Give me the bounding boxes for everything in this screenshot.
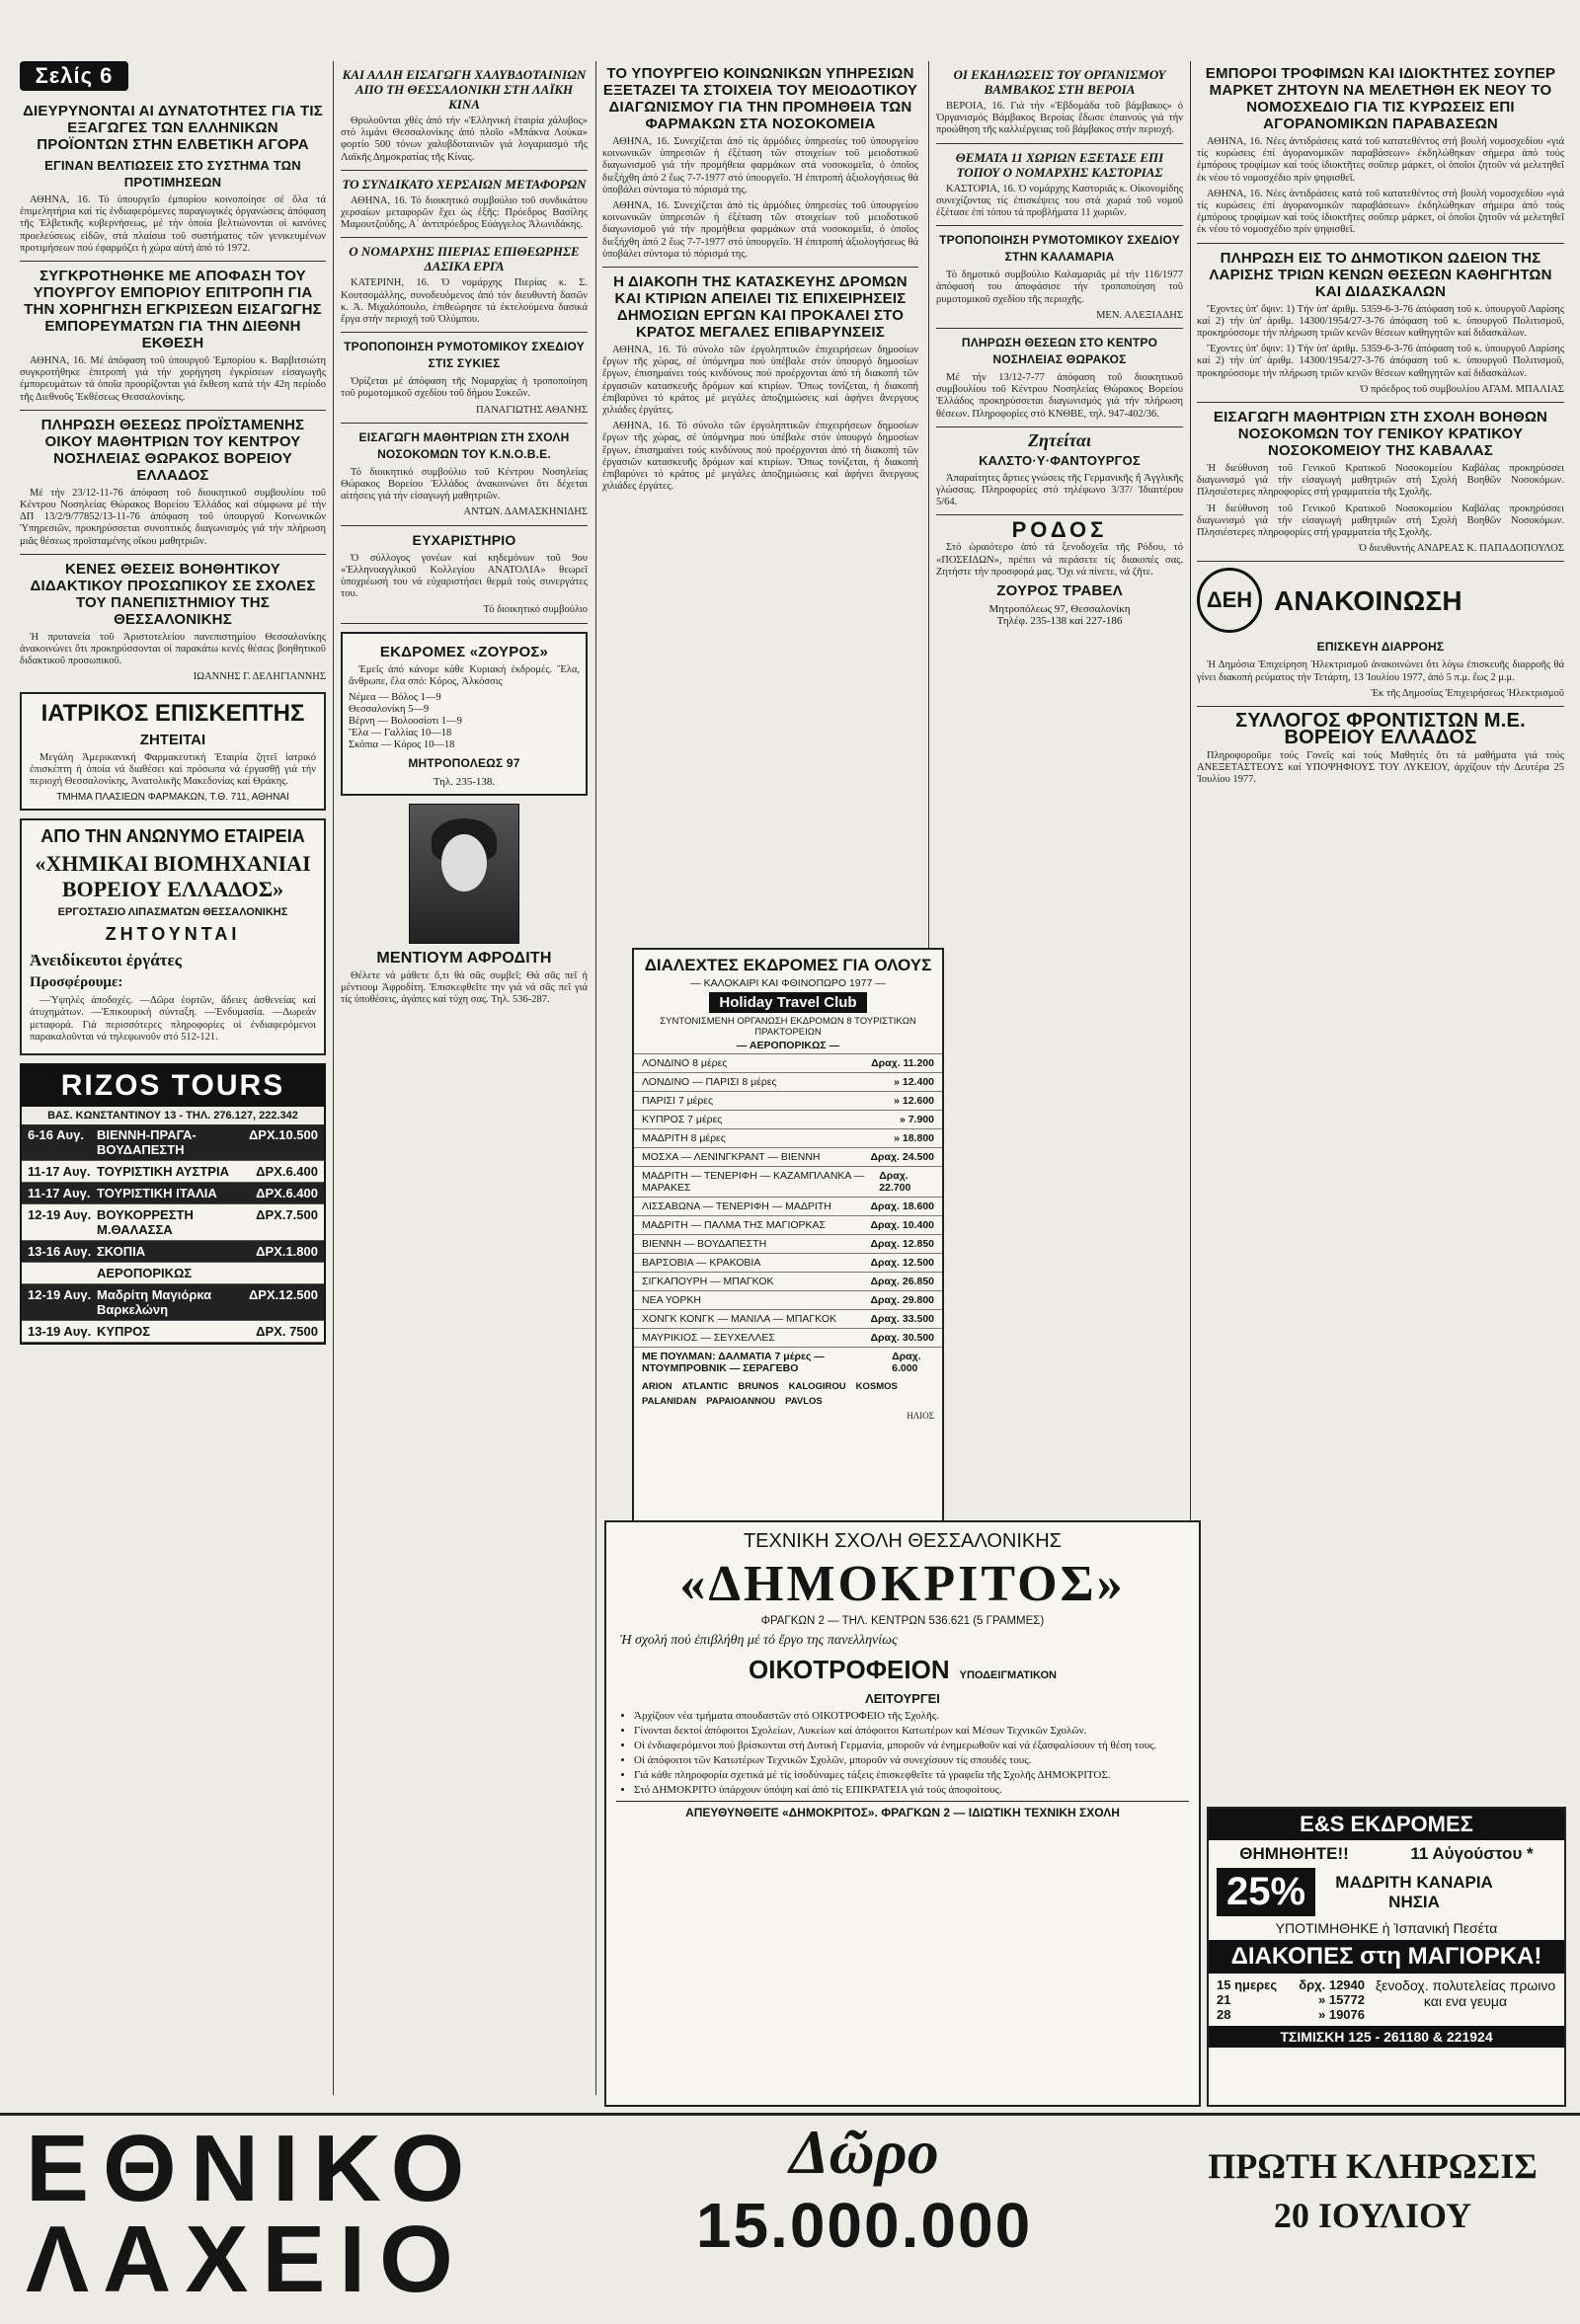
page-number-masthead: Σελίς 6 [20, 61, 128, 91]
article-body: ΑΘΗΝΑ, 16. Νέες ἀντιδράσεις κατά τοῦ κατατεθέντος στή βουλή νομοσχεδίου «γιά τίς κυρώσεις ἐπί ἀγορανομικῶν παραβάσεων» ἐκδηλώθηκαν σήμερα ἀπό τούς ἐμπόρους τροφίμων καί τούς ἰδιοκτῆτες σοῦπερ μάρκετ, οἱ ὁποῖοι ζητοῦν νά μελετηθεῖ ἐκ νέου τό νομοσχέδιο πρίν ψηφισθεῖ. [1197, 136, 1564, 184]
article-signature: ΠΑΝΑΓΙΩΤΗΣ ΑΘΑΝΗΣ [476, 404, 588, 416]
ad-line: ΑΠΟ ΤΗΝ ΑΝΩΝΥΜΟ ΕΤΑΙΡΕΙΑ [40, 826, 305, 847]
article-body: Ἡ διεύθυνση τοῦ Γενικοῦ Κρατικοῦ Νοσοκομείου Καβάλας προκηρύσσει διαγωνισμό γιά τήν εἰσαγωγή μαθητριῶν στή Σχολή Βοηθῶν Νοσοκόμων. Πλησιέστερες πληροφορίες στή γραμματεία τῆς Σχολῆς. [1197, 463, 1564, 499]
agent-name: KOSMOS [855, 1381, 898, 1392]
tour-name: ΒΑΡΣΟΒΙΑ — ΚΡΑΚΟΒΙΑ [642, 1257, 761, 1269]
column-2 [341, 61, 588, 2103]
article-headline: ΔΙΕΥΡΥΝΟΝΤΑΙ ΑΙ ΔΥΝΑΤΟΤΗΤΕΣ ΓΙΑ ΤΙΣ ΕΞΑΓΩΓΕΣ ΤΩΝ ΕΛΛΗΝΙΚΩΝ ΠΡΟΪΟΝΤΩΝ ΣΤΗΝ ΕΛΒΕΤΙΚΗ ΑΓΟΡΑ [23, 103, 323, 153]
tour-row [634, 1166, 942, 1197]
holiday-travel-club-ad [632, 948, 944, 1524]
article-headline: ΣΥΓΚΡΟΤΗΘΗΚΕ ΜΕ ΑΠΟΦΑΣΗ ΤΟΥ ΥΠΟΥΡΓΟΥ ΕΜΠΟΡΙΟΥ ΕΠΙΤΡΟΠΗ ΓΙΑ ΤΗΝ ΧΟΡΗΓΗΣΗ ΕΓΚΡΙΣΕΩΝ ΕΙΣΑΓΩΓΗΣ ΕΜΠΟΡΕΥΜΑΤΩΝ ΓΙΑ ΤΗΝ ΔΙΕΘΝΗ ΕΚΘΕΣΗ [24, 268, 322, 352]
article-headline: ΕΙΣΑΓΩΓΗ ΜΑΘΗΤΡΙΩΝ ΣΤΗ ΣΧΟΛΗ ΒΟΗΘΩΝ ΝΟΣΟΚΟΜΩΝ ΤΟΥ ΓΕΝΙΚΟΥ ΚΡΑΤΙΚΟΥ ΝΟΣΟΚΟΜΕΙΟΥ ΤΗΣ ΚΑΒΑΛΑΣ [1213, 409, 1548, 460]
ad-heading-sub: ΥΠΟΔΕΙΓΜΑΤΙΚΟΝ [959, 1669, 1057, 1681]
dei-logo-icon: ΔΕΗ [1197, 568, 1262, 633]
ad-heading: ΟΙΚΟΤΡΟΦΕΙΟΝ [749, 1655, 950, 1684]
tour-dates: 11-17 Αυγ. [28, 1186, 91, 1201]
tour-dates: 6-16 Αυγ. [28, 1127, 84, 1143]
draw-label: ΠΡΩΤΗ ΚΛΗΡΩΣΙΣ [1208, 2146, 1538, 2186]
tour-row [22, 1284, 324, 1321]
article-body: ΑΘΗΝΑ, 16. Νέες ἀντιδράσεις κατά τοῦ κατατεθέντος στή βουλή νομοσχεδίου «γιά τίς κυρώσεις ἐπί ἀγορανομικῶν παραβάσεων» ἐκδηλώθηκαν σήμερα ἀπό τούς ἐμπόρους τροφίμων καί τούς ἰδιοκτῆτες σοῦπερ μάρκετ, οἱ ὁποῖοι ζητοῦν νά μελετηθεῖ ἐκ νέου τό νομοσχέδιο πρίν ψηφισθεῖ. [1197, 188, 1564, 236]
tour-name: ΝΕΑ ΥΟΡΚΗ [642, 1294, 701, 1306]
article-body: Ἔχοντες ὑπ' ὄψιν: 1) Τήν ὑπ' ἀριθμ. 5359-6-3-76 ἀπόφαση τοῦ κ. ὑπουργοῦ Λαρίσης καί 2) τήν ὑπ' ἀριθμ. 14300/1954/27-3-76 ἀπόφαση τοῦ κ. ὑπουργοῦ Πολιτισμοῦ, προκηρύσσομε τήν πλήρωση τριῶν κενῶν θέσεων καθηγητῶν καί διδασκάλων. [1197, 344, 1564, 379]
ad-note: ξενοδοχ. πολυτελείας πρωινο και ενα γευμα [1375, 1977, 1556, 2009]
tour-price: » 18.800 [894, 1132, 934, 1144]
tour-row [634, 1253, 942, 1272]
tour-price: Δραχ. 11.200 [871, 1057, 934, 1069]
tour-name: ΣΚΟΠΙΑ [97, 1244, 146, 1260]
tour-name: ΒΙΕΝΝΗ — ΒΟΥΔΑΠΕΣΤΗ [642, 1238, 767, 1250]
ad-phone: Τηλ. 235-138. [433, 776, 496, 789]
ad-subtitle: ΖΗΤΕΙΤΑΙ [139, 731, 206, 748]
tour-price: Δραχ. 33.500 [870, 1313, 934, 1325]
tour-dates: 12-19 Αυγ. [28, 1207, 92, 1223]
destination-list [349, 692, 580, 751]
tour-row [634, 1110, 942, 1128]
ad-body: —Ὑψηλές ἀποδοχές. —Δῶρα ἑορτῶν, ἄδειες ἀσθενείας καί ἀτυχημάτων. —Ἐπικουρική σύνταξη. —Ἐνδυμασία. —Δωρεάν μεταφορά. Γιά περισσότερες πληροφορίες οἱ ἐνδιαφερόμενοι παρακαλοῦνται νά τηλεφωνοῦν στό 512-121. [30, 995, 316, 1043]
ad-title: ΙΑΤΡΙΚΟΣ ΕΠΙΣΚΕΠΤΗΣ [40, 699, 305, 727]
article-headline: Η ΔΙΑΚΟΠΗ ΤΗΣ ΚΑΤΑΣΚΕΥΗΣ ΔΡΟΜΩΝ ΚΑΙ ΚΤΙΡΙΩΝ ΑΠΕΙΛΕΙ ΤΙΣ ΕΠΙΧΕΙΡΗΣΕΙΣ ΔΗΜΟΣΙΩΝ ΕΡΓΩΝ ΚΑΙ ΠΡΟΚΑΛΕΙ ΣΤΟ ΚΡΑΤΟΣ ΜΕΓΑΛΕΣ ΕΠΙΒΑΡΥΝΣΕΙΣ [613, 273, 908, 342]
tour-row [634, 1147, 942, 1166]
announcement-title: ΑΝΑΚΟΙΝΩΣΗ [1274, 584, 1462, 616]
bullet-item: • Γίνονται δεκτοί ἀπόφοιτοι Σχολείων, Λυκείων καί ἀπόφοιτοι Κατωτέρων καί Μέσων Τεχνικῶν Σχολῶν. [634, 1725, 1181, 1738]
column-3 [602, 61, 918, 940]
ad-body: Θέλετε νά μάθετε ὅ,τι θά σᾶς συμβεῖ; Θά σᾶς πεῖ ἡ μέντιουμ Ἀφροδίτη. Ἐπισκεφθεῖτε την γιά νά σᾶς πεῖ γιά τίς ὑποθέσεις, ἀγάπες καί τύχη σας. Τηλ. 536-287. [341, 970, 588, 1006]
tour-row [634, 1309, 942, 1328]
article-body: Ὁ σύλλογος γονέων καί κηδεμόνων τοῦ 9ου «Ἑλληνοαγγλικοῦ Κολλεγίου ΑΝΑΤΟΛΙΑ» θεωρεῖ ὑποχρέωσή του νά εὐχαριστήσει θερμά τούς συνεργάτες του. [341, 552, 588, 600]
discount-badge: 25% [1217, 1868, 1315, 1916]
tour-price: ΔΡΧ.12.500 [248, 1287, 318, 1303]
tour-row [634, 1072, 942, 1091]
rizos-tours-ad [20, 1063, 326, 1345]
prize-amount: 15.000.000 [695, 2190, 1033, 2261]
article-headline: ΕΥΧΑΡΙΣΤΗΡΙΟ [412, 531, 516, 548]
ad-title: Ζητείται [1028, 429, 1091, 450]
tour-row [22, 1183, 324, 1204]
ad-note: ΣΥΝΤΟΝΙΣΜΕΝΗ ΟΡΓΑΝΩΣΗ ΕΚΔΡΟΜΩΝ 8 ΤΟΥΡΙΣΤΙΚΩΝ ΠΡΑΚΤΟΡΕΙΩΝ [660, 1016, 916, 1038]
article-headline: ΕΙΣΑΓΩΓΗ ΜΑΘΗΤΡΙΩΝ ΣΤΗ ΣΧΟΛΗ ΝΟΣΟΚΟΜΩΝ ΤΟΥ Κ.Ν.Ο.Β.Ε. [358, 429, 570, 461]
article-signature: Ὁ διευθυντής ΑΝΔΡΕΑΣ Κ. ΠΑΠΑΔΟΠΟΥΛΟΣ [1358, 543, 1564, 555]
price-list [1217, 1977, 1365, 2022]
ad-address: ΦΡΑΓΚΩΝ 2 — ΤΗΛ. ΚΕΝΤΡΩΝ 536.621 (5 ΓΡΑΜΜΕΣ) [760, 1615, 1045, 1627]
tour-name: ΜΟΣΧΑ — ΛΕΝΙΝΓΚΡΑΝΤ — ΒΙΕΝΝΗ [642, 1151, 821, 1163]
announcement-header [1197, 568, 1564, 633]
tour-name: ΛΟΝΔΙΝΟ — ΠΑΡΙΣΙ 8 μέρες [642, 1076, 777, 1088]
tour-row [634, 1053, 942, 1072]
announcement-body: Ἡ Δημόσια Ἐπιχείρηση Ἠλεκτρισμοῦ ἀνακοινώνει ὅτι λόγω ἐπισκευῆς διαρροῆς θά γίνει διακοπή ρεύματος τήν Τετάρτη, 13 Ἰουλίου 1977, ἀπό 5 π.μ. ἕως 2 μ.μ. [1197, 659, 1564, 683]
association-body: Πληροφοροῦμε τούς Γονεῖς καί τούς Μαθητές ὅτι τά μαθήματα γιά τούς ΑΝΕΞΕΤΑΣΤΕΟΥΣ καί ΥΠΟΨΗΦΙΟΥΣ ΤΟΥ ΛΥΚΕΙΟΥ, ἀρχίζουν τήν Δευτέρα 25 Ἰουλίου 1977. [1197, 750, 1564, 786]
price-days: 21 [1217, 1992, 1231, 2007]
article-headline: ΠΛΗΡΩΣΗ ΘΕΣΕΩΣ ΠΡΟΪΣΤΑΜΕΝΗΣ ΟΙΚΟΥ ΜΑΘΗΤΡΙΩΝ ΤΟΥ ΚΕΝΤΡΟΥ ΝΟΣΗΛΕΙΑΣ ΘΩΡΑΚΟΣ ΒΟΡΕΙΟΥ ΕΛΛΑΔΟΣ [40, 416, 305, 484]
ad-line: Προσφέρουμε: [30, 974, 123, 991]
ad-title: E&S ΕΚΔΡΟΜΕΣ [1209, 1809, 1564, 1840]
agent-name: ATLANTIC [681, 1381, 729, 1392]
destination-item: Νέμεα — Βόλος 1—9 [349, 692, 441, 704]
tour-name: ΚΥΠΡΟΣ 7 μέρες [642, 1114, 723, 1125]
tour-price: ΔΡΧ. 7500 [256, 1324, 318, 1340]
tour-price: ΔΡΧ.6.400 [256, 1186, 318, 1201]
tour-row [634, 1272, 942, 1290]
lottery-draw [1195, 2145, 1550, 2236]
tour-row [22, 1124, 324, 1161]
article-headline: ΠΛΗΡΩΣΗ ΕΙΣ ΤΟ ΔΗΜΟΤΙΚΟΝ ΩΔΕΙΟΝ ΤΗΣ ΛΑΡΙΣΗΣ ΤΡΙΩΝ ΚΕΝΩΝ ΘΕΣΕΩΝ ΚΑΘΗΓΗΤΩΝ ΚΑΙ ΔΙΔΑΣΚΑΛΩΝ [1209, 249, 1552, 300]
article-body: ΒΕΡΟΙΑ, 16. Γιά τήν «Ἑβδομάδα τοῦ βάμβακος» ὁ Ὀργανισμός Βάμβακος Βεροίας ἔδωσε ἐπαινούς γιά τήν προώθηση τῆς καλλιέργειας τοῦ βάμβακος στήν περιοχή. [936, 101, 1183, 136]
article-signature: Τό διοικητικό συμβούλιο [483, 604, 588, 616]
classified-ad-chemical-industries [20, 818, 326, 1055]
ad-company: «ΧΗΜΙΚΑΙ ΒΙΟΜΗΧΑΝΙΑΙ ΒΟΡΕΙΟΥ ΕΛΛΑΔΟΣ» [35, 851, 311, 902]
tour-price: Δραχ. 24.500 [870, 1151, 934, 1163]
draw-date: 20 ΙΟΥΛΙΟΥ [1273, 2196, 1472, 2235]
agent-name: PAVLOS [785, 1396, 823, 1407]
tour-name: ΤΟΥΡΙΣΤΙΚΗ ΙΤΑΛΙΑ [97, 1186, 217, 1201]
ad-banner: ΔΙΑΚΟΠΕΣ στη ΜΑΓΙΟΡΚΑ! [1209, 1940, 1564, 1974]
ad-title: ΤΕΧΝΙΚΗ ΣΧΟΛΗ ΘΕΣΣΑΛΟΝΙΚΗΣ [743, 1530, 1063, 1552]
article-headline: ΘΕΜΑΤΑ 11 ΧΩΡΙΩΝ ΕΞΕΤΑΣΕ ΕΠΙ ΤΟΠΟΥ Ο ΝΟΜΑΡΧΗΣ ΚΑΣΤΟΡΙΑΣ [955, 149, 1164, 180]
tour-row [634, 1328, 942, 1347]
price-value: » 19076 [1318, 2007, 1365, 2022]
ad-bullet-list [634, 1710, 1181, 1797]
article-headline: ΚΑΙ ΑΛΛΗ ΕΙΣΑΓΩΓΗ ΧΑΛΥΒΔΟΤΑΙΝΙΩΝ ΑΠΟ ΤΗ ΘΕΣΣΑΛΟΝΙΚΗ ΣΤΗ ΛΑΪΚΗ ΚΙΝΑ [342, 67, 587, 112]
article-body: Τό διοικητικό συμβούλιο τοῦ Κέντρου Νοσηλείας Θώρακος Βορείου Ἑλλάδος ἀνακοινώνει ὅτι δέχεται αἰτήσεις γιά τήν εἰσαγωγή μαθητριῶν. [341, 466, 588, 503]
tour-row [634, 1197, 942, 1215]
lottery-name: ΕΘΝΙΚΟ ΛΑΧΕΙΟ [26, 2116, 479, 2312]
bus-tour: ΜΕ ΠΟΥΛΜΑΝ: ΔΑΛΜΑΤΙΑ 7 μέρες — ΝΤΟΥΜΠΡΟΒΝΙΚ — ΣΕΡΑΓΕΒΟ Δραχ. 6.000 [634, 1347, 942, 1377]
article-headline: Ο ΝΟΜΑΡΧΗΣ ΠΙΕΡΙΑΣ ΕΠΙΘΕΩΡΗΣΕ ΔΑΣΙΚΑ ΕΡΓΑ [349, 244, 580, 274]
ad-body: Μεγάλη Ἀμερικανική Φαρμακευτική Ἑταιρία ζητεῖ ἰατρικό ἐπισκέπτη ἡ ὁποία νά διαθέσει καί πρόσωπα νά ἐργασθῇ γιά τήν περιοχή Θεσσαλονίκης, Ἀνατολικῆς Μακεδονίας καί Θράκης. [30, 751, 316, 788]
article-headline: ΕΜΠΟΡΟΙ ΤΡΟΦΙΜΩΝ ΚΑΙ ΙΔΙΟΚΤΗΤΕΣ ΣΟΥΠΕΡ ΜΑΡΚΕΤ ΖΗΤΟΥΝ ΝΑ ΜΕΛΕΤΗΘΗ ΕΚ ΝΕΟΥ ΤΟ ΝΟΜΟΣΧΕΔΙΟ ΓΙΑ ΤΙΣ ΚΥΡΩΣΕΙΣ ΕΠΙ ΑΓΟΡΑΝΟΜΙΚΩΝ ΠΑΡΑΒΑΣΕΩΝ [1205, 65, 1556, 132]
announcement-signature: Ἐκ τῆς Δημοσίας Ἐπιχειρήσεως Ἠλεκτρισμοῦ [1371, 687, 1564, 699]
ad-title: ΡΟΔΟΣ [1011, 517, 1108, 543]
column-1 [20, 99, 326, 2103]
article-signature: ΙΩΑΝΝΗΣ Γ. ΔΕΛΗΓΙΑΝΝΗΣ [193, 671, 326, 683]
tour-name: ΤΟΥΡΙΣΤΙΚΗ ΑΥΣΤΡΙΑ [97, 1164, 229, 1180]
agent-name: KALOGIROU [788, 1381, 846, 1392]
ad-title: ΔΙΑΛΕΧΤΕΣ ΕΚΔΡΟΜΕΣ ΓΙΑ ΟΛΟΥΣ [644, 956, 932, 974]
article-headline: ΠΛΗΡΩΣΗ ΘΕΣΕΩΝ ΣΤΟ ΚΕΝΤΡΟ ΝΟΣΗΛΕΙΑΣ ΘΩΡΑΚΟΣ [961, 336, 1158, 367]
tour-list [634, 1053, 942, 1347]
tour-name: ΧΟΝΓΚ ΚΟΝΓΚ — ΜΑΝΙΛΑ — ΜΠΑΓΚΟΚ [642, 1313, 836, 1325]
tour-name: ΜΑΔΡΙΤΗ 8 μέρες [642, 1132, 726, 1144]
tour-price: » 7.900 [899, 1114, 934, 1125]
tour-dates: 12-19 Αυγ. [28, 1287, 92, 1303]
tour-price: » 12.600 [894, 1095, 934, 1107]
column-4 [936, 61, 1183, 1503]
destination-item: Ἔλα — Γαλλίας 10—18 [349, 728, 452, 739]
es-excursions-ad [1207, 1807, 1566, 2107]
article-body: Θρυλοῦνται χθές ἀπό τήν «Ἑλληνική ἑταιρία χάλυβος» στό λιμάνι Θεσσαλονίκης ἀπό πλοῖο «Μπάκνα Λούκα» φορτίο 500 τόνων χαλυβδοταινιῶν γιά λογαριασμό τῆς Λαϊκῆς Δημοκρατίας τῆς Κίνας. [341, 116, 588, 163]
zouros-excursions-ad [341, 632, 588, 796]
tour-row [634, 1128, 942, 1147]
ad-slogan: Ἡ σχολή πού ἐπιβλήθη μέ τό ἔργο της πανελληνίως [620, 1633, 898, 1648]
article-body: ΑΘΗΝΑ, 16. Συνεχίζεται ἀπό τίς ἁρμόδιες ὑπηρεσίες τοῦ ὑπουργείου κοινωνικῶν ὑπηρεσιῶν ἡ ἐξέταση τῶν στοιχείων τοῦ μειοδοτικοῦ διαγωνισμοῦ γιά τήν προμήθεια φαρμάκων στά νοσοκομεῖα, ὁ ὁποῖος διεξήχθη ἀπό 2 ἕως 7-7-1977 στό ὑπουργεῖο. Ἡ ἐπιτροπή ἀξιολογήσεως θά ὑποβάλει σύντομα τό πόρισμά της. [602, 136, 918, 195]
tour-name: ΜΑΔΡΙΤΗ — ΠΑΛΜΑ ΤΗΣ ΜΑΓΙΟΡΚΑΣ [642, 1219, 827, 1231]
tour-name: ΜΑΔΡΙΤΗ — ΤΕΝΕΡΙΦΗ — ΚΑΖΑΜΠΛΑΝΚΑ — ΜΑΡΑΚΕΣ [642, 1170, 865, 1194]
price-row [1217, 1977, 1365, 1992]
article-body: ΑΘΗΝΑ, 16. Τό σύνολο τῶν ἐργοληπτικῶν ἐπιχειρήσεων δημοσίων ἔργων τῆς χώρας, σέ ὑπόμνημα πού ὑπέβαλε στόν ὑπουργό δημοσίων ἔργων, ἐπισημαίνει τούς κινδύνους πού προέρχονται ἀπό τή διακοπή τῶν ἐργασιῶν κατασκευῆς δρόμων καί κτιρίων. Ὅπως τονίζεται, ἡ διακοπή ἐπιβαρύνει τό κράτος μέ μεγάλες ἀποζημιώσεις καί ἀφήνει ἄνεργους χιλιάδες ἐργάτες. [602, 345, 918, 417]
ad-note: ΥΠΟΤΙΜΗΘΗΚΕ ἡ Ἰσπανική Πεσέτα [1275, 1920, 1498, 1936]
article-body: ΚΑΣΤΟΡΙΑ, 16. Ὁ νομάρχης Καστοριᾶς κ. Οἰκονομίδης συνεχίζοντας τίς ἐπισκέψεις του στά χωριά τοῦ νομοῦ ἐξέτασε ἐπί τόπου τά προβλήματα 11 χωριῶν. [936, 183, 1183, 219]
ad-address: ΤΣΙΜΙΣΚΗ 125 - 261180 & 221924 [1209, 2026, 1564, 2048]
ad-body: Ἐμεῖς ἀπό κάνομε κάθε Κυριακή ἐκδρομές. Ἔλα, ἄνθρωπε, ἔλα σπό: Κόρος, Ἁλκόσσις [349, 663, 580, 687]
ad-address: ΒΑΣ. ΚΩΝΣΤΑΝΤΙΝΟΥ 13 - ΤΗΛ. 276.127, 222.342 [47, 1110, 298, 1123]
article-headline: ΟΙ ΕΚΔΗΛΩΣΕΙΣ ΤΟΥ ΟΡΓΑΝΙΣΜΟΥ ΒΑΜΒΑΚΟΣ ΣΤΗ ΒΕΡΟΙΑ [953, 67, 1166, 97]
tour-price: Δραχ. 30.500 [870, 1332, 934, 1344]
tour-price: » 12.400 [894, 1076, 934, 1088]
article-signature: ΑΝΤΩΝ. ΔΑΜΑΣΚΗΝΙΔΗΣ [463, 506, 588, 518]
article-headline: ΤΟ ΣΥΝΔΙΚΑΤΟ ΧΕΡΣΑΙΩΝ ΜΕΤΑΦΟΡΩΝ [342, 176, 587, 192]
tour-price: Δραχ. 10.400 [870, 1219, 934, 1231]
tour-dates [28, 1266, 97, 1280]
price-value: » 15772 [1318, 1992, 1365, 2007]
destination-item: Θεσσαλονίκη 5—9 [349, 704, 430, 716]
tour-name: ΜΑΥΡΙΚΙΟΣ — ΣΕΥΧΕΛΛΕΣ [642, 1332, 775, 1344]
tour-price: Δραχ. 12.500 [870, 1257, 934, 1269]
article-headline: ΤΟ ΥΠΟΥΡΓΕΙΟ ΚΟΙΝΩΝΙΚΩΝ ΥΠΗΡΕΣΙΩΝ ΕΞΕΤΑΖΕΙ ΤΑ ΣΤΟΙΧΕΙΑ ΤΟΥ ΜΕΙΟΔΟΤΙΚΟΥ ΔΙΑΓΩΝΙΣΜΟΥ ΓΙΑ ΤΗΝ ΠΡΟΜΗΘΕΙΑ ΤΩΝ ΦΑΡΜΑΚΩΝ ΣΤΑ ΝΟΣΟΚΟΜΕΙΑ [602, 65, 918, 132]
article-body: Μέ τήν 13/12-7-77 ἀπόφαση τοῦ διοικητικοῦ συμβουλίου τοῦ Κέντρου Νοσηλείας Θώρακος Βορείου Ἑλλάδος προκηρύσσεται διαγωνισμός γιά τήν πλήρωση θέσεων. Πληροφορίες στό ΚΝΘΒΕ, τηλ. 947-402/36. [936, 372, 1183, 420]
ad-line: ΘΗΜΗΘΗΤΕ!! [1239, 1844, 1349, 1863]
ad-brand: Holiday Travel Club [709, 992, 866, 1013]
tour-row [634, 1215, 942, 1234]
article-headline: ΚΕΝΕΣ ΘΕΣΕΙΣ ΒΟΗΘΗΤΙΚΟΥ ΔΙΔΑΚΤΙΚΟΥ ΠΡΟΣΩΠΙΚΟΥ ΣΕ ΣΧΟΛΕΣ ΤΟΥ ΠΑΝΕΠΙΣΤΗΜΙΟΥ ΤΗΣ ΘΕΣΣΑΛΟΝΙΚΗΣ [30, 560, 316, 628]
ad-subtitle: ΚΑΛΣΤΟ·Υ·ΦΑΝΤΟΥΡΓΟΣ [979, 452, 1141, 468]
agent-name: PALANIDAN [642, 1396, 697, 1407]
article-body: ΑΘΗΝΑ, 16. Τό διοικητικό συμβούλιο τοῦ συνδικάτου χερσαίων μεταφορῶν ἔχει ὡς ἑξῆς: Πρόεδρος Βασίλης Μαμουτζούδης, Α΄ ἀντιπρόεδρος Εὐάγγελος Ἀλωνιδάκης. [341, 194, 588, 231]
article-body: ΑΘΗΝΑ, 16. Τό σύνολο τῶν ἐργοληπτικῶν ἐπιχειρήσεων δημοσίων ἔργων τῆς χώρας, σέ ὑπόμνημα πού ὑπέβαλε στόν ὑπουργό δημοσίων ἔργων, ἐπισημαίνει τούς κινδύνους πού προέρχονται ἀπό τή διακοπή τῶν ἐργασιῶν κατασκευῆς δρόμων καί κτιρίων. Ὅπως τονίζεται, ἡ διακοπή ἐπιβαρύνει τό κράτος μέ μεγάλες ἀποζημιώσεις καί ἀφήνει ἄνεργους χιλιάδες ἐργάτες. [602, 421, 918, 493]
tour-row [22, 1161, 324, 1183]
ad-subtitle: — ΚΑΛΟΚΑΙΡΙ ΚΑΙ ΦΘΙΝΟΠΩΡΟ 1977 — [690, 977, 886, 989]
tour-name: ΛΙΣΣΑΒΩΝΑ — ΤΕΝΕΡΙΦΗ — ΜΑΔΡΙΤΗ [642, 1201, 831, 1212]
ad-line: ΕΡΓΟΣΤΑΣΙΟ ΛΙΠΑΣΜΑΤΩΝ ΘΕΣΣΑΛΟΝΙΚΗΣ [57, 906, 288, 919]
tour-name: ΒΙΕΝΝΗ-ΠΡΑΓΑ-ΒΟΥΔΑΠΕΣΤΗ [97, 1127, 197, 1158]
price-row [1217, 2007, 1365, 2022]
article-body: ΑΘΗΝΑ, 16. Μέ ἀπόφαση τοῦ ὑπουργοῦ Ἐμπορίου κ. Βαρβιτσιώτη συγκροτήθηκε ἐπιτροπή γιά τήν χορήγηση ἐγκρίσεων εἰσαγωγῆς ἐμπορευμάτων τά ὁποῖα προορίζονται γιά ἔκθεση κατά τήν 42η περίοδο τῆς Διεθνοῦς Ἐκθέσεως Θεσσαλονίκης. [20, 355, 326, 403]
ad-line: ΖΗΤΟΥΝΤΑΙ [105, 924, 241, 945]
ad-title: ΕΚΔΡΟΜΕΣ «ΖΟΥΡΟΣ» [379, 643, 549, 660]
tour-price: Δραχ. 22.700 [879, 1170, 911, 1194]
destination-item: Σκόπια — Κόρος 10—18 [349, 739, 455, 751]
tour-price: Δραχ. 29.800 [870, 1294, 934, 1306]
tour-price: ΔΡΧ.7.500 [256, 1207, 318, 1223]
article-body: ΑΘΗΝΑ, 16. Τό ὑπουργεῖο ἐμπορίου κοινοποίησε σέ ὅλα τά ἐπιμελητήρια καί τίς ἐνδιαφερόμενες παραγωγικές ὀργανώσεις ἀπόφαση τῆς Ἐλβετικῆς κυβερνήσεως, μέ τήν ὁποία βελτιώνονται οἱ κανόνες προελεύσεως εἰδῶν, στά πλαίσια τοῦ συστήματος τῶν γενικευμένων προτιμήσεων πού ἐφαρμόζει ἡ χώρα αὐτή ἀπό τό 1972. [20, 194, 326, 254]
tour-row [634, 1091, 942, 1110]
lottery-prize [632, 2116, 1096, 2262]
article-body: Ἡ πρυτανεία τοῦ Ἀριστοτελείου πανεπιστημίου Θεσσαλονίκης ἀνακοινώνει ὅτι προκηρύσσονται οἱ παρακάτω κενές θέσεις βοηθητικοῦ διδακτικοῦ προσωπικοῦ. [20, 631, 326, 667]
article-body: ΚΑΤΕΡΙΝΗ, 16. Ὁ νομάρχης Πιερίας κ. Σ. Κουτσομάλλης, συνοδευόμενος ἀπό τόν διευθυντή δασῶν κ. Ἀ. Μιχαλόπουλο, ἐπιθεώρησε τά ἐκτελούμενα δασικά ἔργα στήν περιοχή τοῦ Ὀλύμπου. [341, 277, 588, 326]
demokritos-school-ad [604, 1520, 1201, 2107]
agent-name: PAPAIOANNOU [706, 1396, 776, 1407]
tour-dates: 11-17 Αυγ. [28, 1164, 91, 1180]
price-days: 28 [1217, 2007, 1231, 2022]
tour-dates: 13-19 Αυγ. [28, 1324, 92, 1340]
destination-item: Βέρνη — Βολοοσίοτι 1—9 [349, 716, 462, 728]
ad-line: 11 Αὐγούστου * [1410, 1844, 1534, 1863]
tour-price: Δραχ. 26.850 [870, 1276, 934, 1287]
bullet-item: • Γιά κάθε πληροφορία σχετικά μέ τίς ἰσοδύναμες τάξεις ἐπισκεφθεῖτε τά γραφεῖα τῆς Σχολῆς ΔΗΜΟΚΡΙΤΟΣ. [634, 1769, 1181, 1782]
bullet-item: • Οἱ ἐνδιαφερόμενοι πού βρίσκονται στή Δυτική Γερμανία, μποροῦν νά ἐνημερωθοῦν καί νά ἐξασφαλίσουν τή θέση τους. [634, 1740, 1181, 1752]
tour-name: ΠΑΡΙΣΙ 7 μέρες [642, 1095, 714, 1107]
tour-name: Μαδρίτη Μαγιόρκα Βαρκελώνη [97, 1287, 212, 1318]
tour-row [22, 1241, 324, 1263]
ad-line: Ἀνειδίκευτοι ἐργάτες [30, 951, 182, 970]
article-headline: ΤΡΟΠΟΠΟΙΗΣΗ ΡΥΜΟΤΟΜΙΚΟΥ ΣΧΕΔΙΟΥ ΣΤΙΣ ΣΥΚΙΕΣ [344, 340, 585, 371]
column-divider [928, 61, 929, 950]
ad-address: ΜΗΤΡΟΠΟΛΕΩΣ 97 [408, 756, 520, 771]
agent-name: BRUNOS [738, 1381, 779, 1392]
destination: ΜΑΔΡΙΤΗ ΚΑΝΑΡΙΑ ΝΗΣΙΑ [1335, 1872, 1493, 1911]
ad-title: ΜΕΝΤΙΟΥΜ ΑΦΡΟΔΙΤΗ [376, 950, 552, 968]
ad-section-label: — ΑΕΡΟΠΟΡΙΚΩΣ — [736, 1040, 840, 1051]
association-title: ΣΥΛΛΟΓΟΣ ΦΡΟΝΤΙΣΤΩΝ Μ.Ε. ΒΟΡΕΙΟΥ ΕΛΛΑΔΟΣ [1235, 710, 1526, 749]
tour-price [239, 1266, 318, 1280]
announcement-subtitle: ΕΠΙΣΚΕΥΗ ΔΙΑΡΡΟΗΣ [1316, 640, 1445, 655]
article-signature: ΜΕΝ. ΑΛΕΞΙΑΔΗΣ [1096, 309, 1183, 321]
price-value: δρχ. 12940 [1299, 1977, 1365, 1992]
ad-footer: ΤΜΗΜΑ ΠΛΑΣΙΕΩΝ ΦΑΡΜΑΚΩΝ, Τ.Θ. 711, ΑΘΗΝΑΙ [56, 792, 289, 804]
price-row [1217, 1992, 1365, 2007]
column-divider [595, 61, 596, 2095]
article-body: Μέ τήν 23/12-11-76 ἀπόφαση τοῦ διοικητικοῦ συμβουλίου τοῦ Κέντρου Νοσηλείας Θώρακος Βορείου Ἑλλάδος καί σύμφωνα μέ τήν ΔΠ 13/2/9/77852/13-11-76 ἀπόφαση τοῦ ὑπουργοῦ Κοινωνικῶν Ὑπηρεσιῶν, προκηρύσσεται συνοπτικός διαγωνισμός γιά τήν πλήρωση μιᾶς θέσεως προϊσταμένης οἴκου μαθητριῶν. [20, 487, 326, 547]
portrait-photo [409, 804, 519, 944]
ad-status: ΛΕΙΤΟΥΡΓΕΙ [865, 1691, 940, 1706]
article-subheadline: ΕΓΙΝΑΝ ΒΕΛΤΙΩΣΕΙΣ ΣΤΟ ΣΥΣΤΗΜΑ ΤΩΝ ΠΡΟΤΙΜΗΣΕΩΝ [44, 158, 301, 190]
price-days: 15 ημερες [1217, 1977, 1278, 1992]
article-body: Ἡ διεύθυνση τοῦ Γενικοῦ Κρατικοῦ Νοσοκομείου Καβάλας προκηρύσσει διαγωνισμό γιά τήν εἰσαγωγή μαθητριῶν στή Σχολή Βοηθῶν Νοσοκόμων. Πλησιέστερες πληροφορίες στή γραμματεία τῆς Σχολῆς. [1197, 503, 1564, 539]
tour-name: ΒΟΥΚΟΡΡΕΣΤΗ Μ.ΘΑΛΑΣΣΑ [97, 1207, 194, 1238]
tour-row [22, 1321, 324, 1343]
tour-price: ΔΡΧ.1.800 [256, 1244, 318, 1260]
national-lottery-ad [0, 2113, 1580, 2324]
article-body: Ὁρίζεται μέ ἀπόφαση τῆς Νομαρχίας ἡ τροποποίηση τοῦ ρυμοτομικοῦ σχεδίου τοῦ δήμου Συκεῶν. [341, 376, 588, 400]
article-body: Τό δημοτικό συμβούλιο Καλαμαριᾶς μέ τήν 116/1977 ἀπόφασή του ἀποφάσισε τήν τροποποίηση τοῦ ρυμοτομικοῦ σχεδίου τῆς περιοχῆς. [936, 270, 1183, 305]
tour-dates: 13-16 Αυγ. [28, 1244, 92, 1260]
tour-name: ΑΕΡΟΠΟΡΙΚΩΣ [97, 1266, 193, 1281]
tour-name: ΣΙΓΚΑΠΟΥΡΗ — ΜΠΑΓΚΟΚ [642, 1276, 774, 1287]
tour-name: ΛΟΝΔΙΝΟ 8 μέρες [642, 1057, 728, 1069]
article-signature: Ὁ πρόεδρος τοῦ συμβουλίου ΑΓΑΜ. ΜΠΑΛΙΑΣ [1360, 383, 1564, 395]
tour-name: ΚΥΠΡΟΣ [97, 1324, 151, 1340]
tour-row [22, 1263, 324, 1284]
agent-name: ARION [642, 1381, 672, 1392]
classified-ad-medical-visitor [20, 692, 326, 812]
ad-body: Στό ὡραιότερο ἀπό τά ξενοδοχεῖα τῆς Ρόδου, τό «ΠΟΣΕΙΔΩΝ», πρέπει νά περάσετε τίς διακοπές σας. Ζητήστε τήν προσφορά μας. Ὄχι νά πίνετε, νά ζῆτε. [936, 542, 1183, 578]
column-5 [1197, 61, 1564, 1799]
ad-footer: ΗΛΙΟΣ [907, 1411, 934, 1421]
ad-school-name: «ΔΗΜΟΚΡΙΤΟΣ» [679, 1556, 1126, 1612]
article-body: ΑΘΗΝΑ, 16. Συνεχίζεται ἀπό τίς ἁρμόδιες ὑπηρεσίες τοῦ ὑπουργείου κοινωνικῶν ὑπηρεσιῶν ἡ ἐξέταση τῶν στοιχείων τοῦ μειοδοτικοῦ διαγωνισμοῦ γιά τήν προμήθεια φαρμάκων στά νοσοκομεῖα, ὁ ὁποῖος διεξήχθη ἀπό 2 ἕως 7-7-1977 στό ὑπουργεῖο. Ἡ ἐπιτροπή ἀξιολογήσεως θά ὑποβάλει σύντομα τό πόρισμά της. [602, 200, 918, 260]
ad-address: Μητροπόλεως 97, Θεσσαλονίκη [988, 603, 1131, 616]
ad-title: RIZOS TOURS [22, 1065, 324, 1107]
column-divider [333, 61, 334, 2095]
tour-row [634, 1234, 942, 1253]
tour-price: Δραχ. 12.850 [870, 1238, 934, 1250]
ad-body: Ἀπαραίτητες ἄρτιες γνώσεις τῆς Γερμανικῆς ἤ Ἀγγλικῆς γλώσσας. Πληροφορίες στό τηλέφωνο 3/37/ Ἰδιαιτέρου 5/64. [936, 472, 1183, 508]
bullet-item: • Οἱ ἀπόφοιτοι τῶν Κατωτέρων Τεχνικῶν Σχολῶν, μποροῦν νά συνεχίσουν τίς σπουδές τους. [634, 1754, 1181, 1767]
bullet-item: • Ἀρχίζουν νέα τμήματα σπουδαστῶν στό ΟΙΚΟΤΡΟΦΕΙΟ τῆς Σχολῆς. [634, 1710, 1181, 1723]
tour-row [22, 1204, 324, 1241]
ad-brand: ΖΟΥΡΟΣ ΤΡΑΒΕΛ [996, 582, 1123, 600]
bullet-item: • Στό ΔΗΜΟΚΡΙΤΟ ὑπάρχουν ὑπόψη καί ἀπό τίς ΕΠΙΚΡΑΤΕΙΑ γιά τούς ἀποφοίτους. [634, 1784, 1181, 1797]
ad-phone: Τηλέφ. 235-138 καί 227-186 [996, 615, 1123, 628]
tour-price: Δραχ. 18.600 [870, 1201, 934, 1212]
article-headline: ΤΡΟΠΟΠΟΙΗΣΗ ΡΥΜΟΤΟΜΙΚΟΥ ΣΧΕΔΙΟΥ ΣΤΗΝ ΚΑΛΑΜΑΡΙΑ [939, 233, 1180, 265]
tour-price: ΔΡΧ.6.400 [256, 1164, 318, 1180]
tour-price: ΔΡΧ.10.500 [248, 1127, 318, 1143]
tour-list [22, 1124, 324, 1343]
agent-list [634, 1377, 942, 1411]
tour-row [634, 1290, 942, 1309]
article-body: Ἔχοντες ὑπ' ὄψιν: 1) Τήν ὑπ' ἀριθμ. 5359-6-3-76 ἀπόφαση τοῦ κ. ὑπουργοῦ Λαρίσης καί 2) τήν ὑπ' ἀριθμ. 14300/1954/27-3-76 ἀπόφαση τοῦ κ. ὑπουργοῦ Πολιτισμοῦ, προκηρύσσομε τήν πλήρωση τριῶν κενῶν θέσεων καθηγητῶν καί διδασκάλων. [1197, 303, 1564, 340]
prize-label: Δῶρο [789, 2117, 939, 2187]
ad-footer: ΑΠΕΥΘΥΝΘΕΙΤΕ «ΔΗΜΟΚΡΙΤΟΣ». ΦΡΑΓΚΩΝ 2 — ΙΔΙΩΤΙΚΗ ΤΕΧΝΙΚΗ ΣΧΟΛΗ [616, 1801, 1189, 1820]
